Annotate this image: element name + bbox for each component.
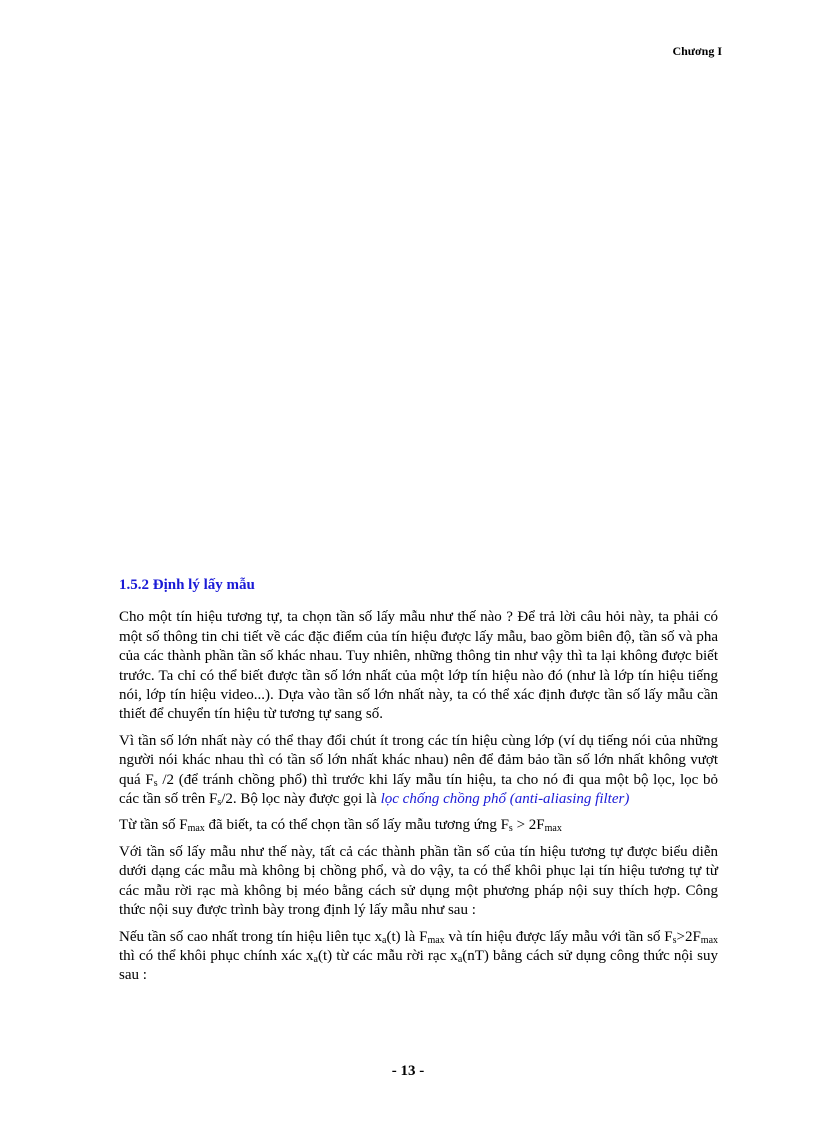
subscript: a	[313, 953, 318, 965]
paragraph-2: Vì tần số lớn nhất này có thể thay đổi chút ít trong các tín hiệu cùng lớp (ví dụ tiếng nói của những người nói khác nhau thì có tần số lớn nhất khác nhau) nên để đảm bảo tần số lớn nhất không vượt quá $F_s$ /2 (để tránh chồng phổ) thì trước khi lấy mẫu tín hiệu, ta cho nó đi qua một bộ lọc, lọc bỏ các tần số trên $F_s/2$. Bộ lọc này được gọi là lọc chống chồng phổ (anti-aliasing filter)	[119, 732, 718, 809]
subscript: a	[382, 934, 387, 946]
paragraph-1: Cho một tín hiệu tương tự, ta chọn tần số lấy mẫu như thế nào ? Để trả lời câu hỏi này, ta phải có một số thông tin chi tiết về các đặc điểm của tín hiệu được lấy mẫu, bao gồm biên độ, tần số và pha của các thành phần tần số khác nhau. Tuy nhiên, những thông tin như vậy thì ta lại không được biết trước. Ta chỉ có thể biết được tần số lớn nhất của một lớp tín hiệu nào đó (như là lớp tín hiệu tiếng nói, lớp tín hiệu video...). Dựa vào tần số lớn nhất này, ta có thể xác định được tần số lấy mẫu cần thiết để chuyển tín hiệu từ tương tự sang số.	[119, 609, 718, 723]
subscript: s	[153, 777, 158, 789]
subscript: s	[217, 797, 222, 809]
subscript: a	[457, 953, 463, 965]
subscript: max	[427, 934, 445, 946]
paragraph-4: Với tần số lấy mẫu như thế này, tất cả các thành phần tần số của tín hiệu tương tự được biểu diễn dưới dạng các mẫu mà không bị chồng phổ, và do vậy, ta có thể khôi phục lại tín hiệu tương tự từ các mẫu rời rạc mà không bị méo bằng cách sử dụng một phương pháp nội suy thích hợp. Công thức nội suy được trình bày trong định lý lấy mẫu như sau :	[119, 843, 718, 919]
subscript: max	[700, 934, 719, 946]
page-number: - 13 -	[391, 1063, 425, 1079]
subscript: max	[187, 823, 205, 835]
section-heading: 1.5.2 Định lý lấy mẫu	[119, 577, 255, 593]
paragraph-5: Nếu tần số cao nhất trong tín hiệu liên tục $x_a(t)$ là $F_{max}$ và tín hiệu được lấy mẫu với tần số $F_s>2F_{max}$ thì có thể khôi phục chính xác $x_a(t)$ từ các mẫu rời rạc $x_a(nT)$ bằng cách sử dụng công thức nội suy sau :	[119, 928, 719, 984]
page-content	[119, 576, 718, 993]
subscript: s	[508, 823, 513, 835]
anti-aliasing-term: lọc chống chồng phổ (anti-aliasing filter)	[380, 791, 630, 808]
chapter-header: Chương I	[672, 44, 722, 58]
paragraph-3: Từ tần số $F_{max}$ đã biết, ta có thể chọn tần số lấy mẫu tương ứng $F_s > 2F_{max}$	[119, 817, 562, 835]
subscript: max	[544, 823, 562, 835]
subscript: s	[672, 934, 677, 946]
